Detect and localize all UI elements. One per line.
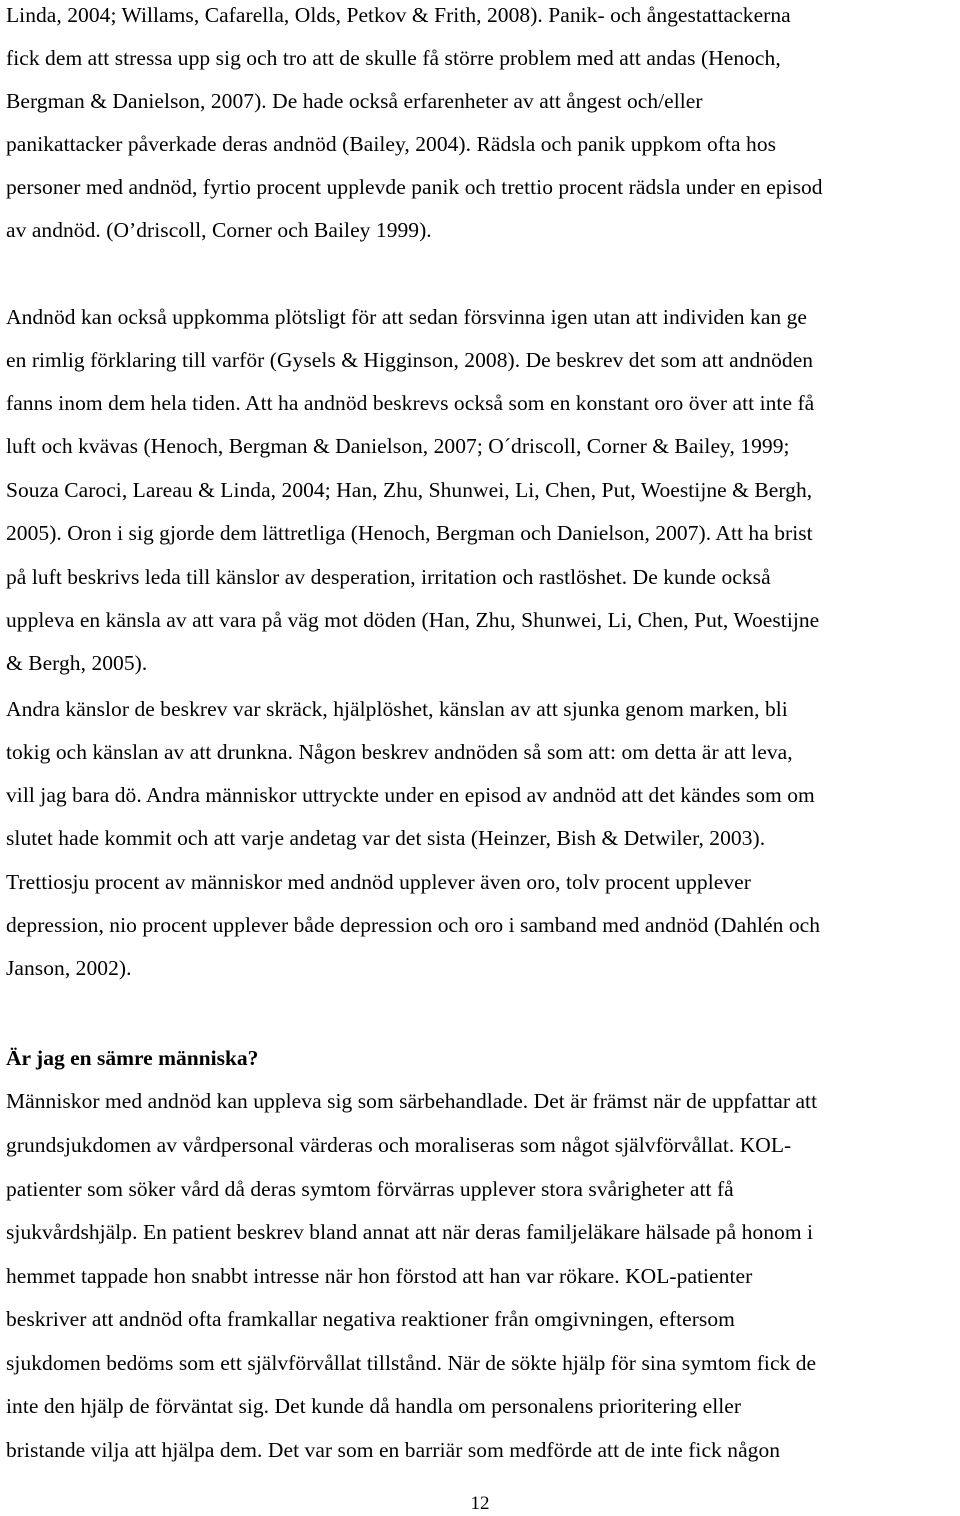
text-line: slutet hade kommit och att varje andetag var det sista (Heinzer, Bish & Detwiler, 2003).: [6, 826, 766, 850]
text-line: sjukdomen bedöms som ett självförvållat tillstånd. När de sökte hjälp för sina symtom fick de: [6, 1351, 817, 1375]
text-line: hemmet tappade hon snabbt intresse när hon förstod att han var rökare. KOL-patienter: [6, 1264, 753, 1288]
text-line: av andnöd. (O’driscoll, Corner och Bailey 1999).: [6, 218, 432, 242]
text-line: sjukvårdshjälp. En patient beskrev bland annat att när deras familjeläkare hälsade på honom i: [6, 1220, 814, 1244]
page-number: 12: [470, 1493, 490, 1514]
text-line: & Bergh, 2005).: [6, 651, 148, 675]
text-line: fanns inom dem hela tiden. Att ha andnöd beskrevs också som en konstant oro över att inte få: [6, 391, 815, 415]
text-line: Människor med andnöd kan uppleva sig som särbehandlade. Det är främst när de uppfattar att: [6, 1089, 818, 1113]
text-line: inte den hjälp de förväntat sig. Det kunde då handla om personalens prioritering eller: [6, 1394, 742, 1418]
text-line: patienter som söker vård då deras symtom förvärras upplever stora svårigheter att få: [6, 1177, 734, 1201]
text-line: beskriver att andnöd ofta framkallar negativa reaktioner från omgivningen, eftersom: [6, 1307, 735, 1331]
text-line: grundsjukdomen av vårdpersonal värderas och moraliseras som något självförvållat. KOL-: [6, 1133, 792, 1157]
text-line: vill jag bara dö. Andra människor uttryckte under en episod av andnöd att det kändes som om: [6, 783, 815, 807]
text-line: luft och kvävas (Henoch, Bergman & Danielson, 2007; O´driscoll, Corner & Bailey, 1999;: [6, 434, 790, 458]
text-line: Trettiosju procent av människor med andnöd upplever även oro, tolv procent upplever: [6, 870, 751, 894]
text-line: bristande vilja att hjälpa dem. Det var som en barriär som medförde att de inte fick någon: [6, 1438, 781, 1462]
text-line: 2005). Oron i sig gjorde dem lättretliga (Henoch, Bergman och Danielson, 2007). Att ha brist: [6, 521, 813, 545]
text-line: Linda, 2004; Willams, Cafarella, Olds, Petkov & Frith, 2008). Panik- och ångestattackerna: [6, 3, 791, 27]
text-line: en rimlig förklaring till varför (Gysels & Higginson, 2008). De beskrev det som att andnöden: [6, 348, 814, 372]
text-line: Andra känslor de beskrev var skräck, hjälplöshet, känslan av att sjunka genom marken, bli: [6, 697, 788, 721]
text-line: Andnöd kan också uppkomma plötsligt för att sedan försvinna igen utan att individen kan ge: [6, 305, 808, 329]
text-line: personer med andnöd, fyrtio procent upplevde panik och trettio procent rädsla under en episod: [6, 175, 823, 199]
section-heading: Är jag en sämre människa?: [6, 1046, 259, 1070]
text-line: fick dem att stressa upp sig och tro att de skulle få större problem med att andas (Henoch,: [6, 46, 781, 70]
text-line: uppleva en känsla av att vara på väg mot döden (Han, Zhu, Shunwei, Li, Chen, Put, Woestijne: [6, 608, 820, 632]
text-line: på luft beskrivs leda till känslor av desperation, irritation och rastlöshet. De kunde också: [6, 565, 771, 589]
text-line: Souza Caroci, Lareau & Linda, 2004; Han, Zhu, Shunwei, Li, Chen, Put, Woestijne & Bergh,: [6, 478, 813, 502]
text-line: depression, nio procent upplever både depression och oro i samband med andnöd (Dahlén och: [6, 913, 821, 937]
text-line: Janson, 2002).: [6, 956, 132, 980]
text-line: panikattacker påverkade deras andnöd (Bailey, 2004). Rädsla och panik uppkom ofta hos: [6, 132, 777, 156]
text-line: Bergman & Danielson, 2007). De hade också erfarenheter av att ångest och/eller: [6, 89, 703, 113]
text-line: tokig och känslan av att drunkna. Någon beskrev andnöden så som att: om detta är att leva,: [6, 740, 793, 764]
